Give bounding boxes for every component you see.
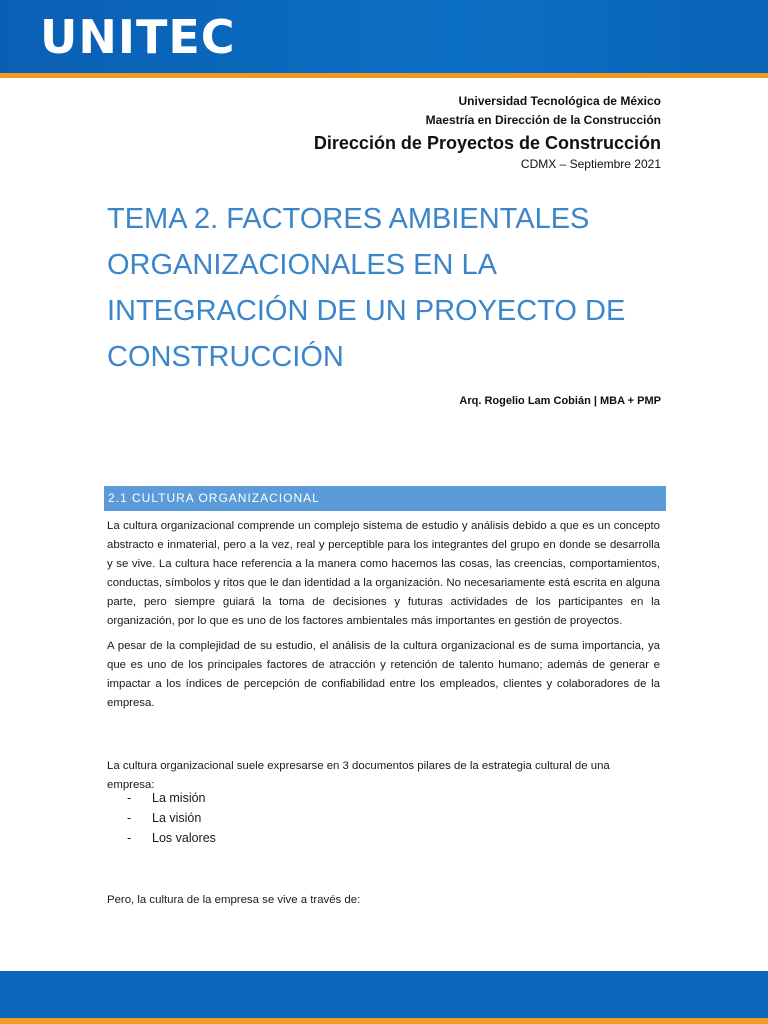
list-item-label: La visión	[152, 811, 202, 825]
university-name: Universidad Tecnológica de México	[458, 94, 661, 108]
list-marker: -	[127, 831, 132, 845]
unitec-logo: UNITEC	[40, 10, 236, 64]
paragraph-1: La cultura organizacional comprende un complejo sistema de estudio y análisis debido a que es un concepto abstracto e inmaterial, pero a la vez, real y perceptible para los integrantes del grupo en donde se desarrolla y se vive. La cultura hace referencia a la manera como hacemos las cosas, las creencias, comportamientos, conductas, símbolos y ritos que le dan identidad a la organización. No necesariamente está escrita en alguna parte, pero siempre guiará la toma de decisiones y futuras actividades de los participantes en la organización, por lo que es uno de los factores ambientales más importantes en gestión de proyectos.	[107, 520, 660, 627]
list-item	[127, 828, 216, 848]
document-date: CDMX – Septiembre 2021	[520, 157, 661, 171]
footer-banner	[0, 971, 768, 1024]
section-heading: 2.1 CULTURA ORGANIZACIONAL	[104, 486, 666, 511]
program-name: Maestría en Dirección de la Construcción	[425, 113, 661, 127]
list-item-label: La misión	[152, 791, 206, 805]
list-marker: -	[127, 811, 132, 825]
header-banner	[0, 0, 768, 78]
list-marker: -	[127, 791, 132, 805]
list-item	[127, 808, 216, 828]
paragraph-3: La cultura organizacional suele expresarse en 3 documentos pilares de la estrategia cultural de una empresa:	[107, 760, 610, 791]
pillar-documents-list	[127, 788, 216, 848]
course-name: Dirección de Proyectos de Construcción	[313, 133, 661, 153]
paragraph-2: A pesar de la complejidad de su estudio, el análisis de la cultura organizacional es de suma importancia, ya que es uno de los principales factores de atracción y retención de talento humano; además de generar e impactar a los índices de percepción de confiabilidad entre los empleados, clientes y colaboradores de la empresa.	[107, 640, 660, 709]
author-line: Arq. Rogelio Lam Cobián | MBA + PMP	[459, 395, 661, 407]
list-item	[127, 788, 216, 808]
document-title: TEMA 2. FACTORES AMBIENTALES ORGANIZACIONALES EN LA INTEGRACIÓN DE UN PROYECTO DE CONSTRUCCIÓN	[107, 203, 626, 373]
paragraph-4: Pero, la cultura de la empresa se vive a través de:	[107, 894, 361, 906]
list-item-label: Los valores	[152, 831, 216, 845]
document-meta	[314, 92, 661, 173]
